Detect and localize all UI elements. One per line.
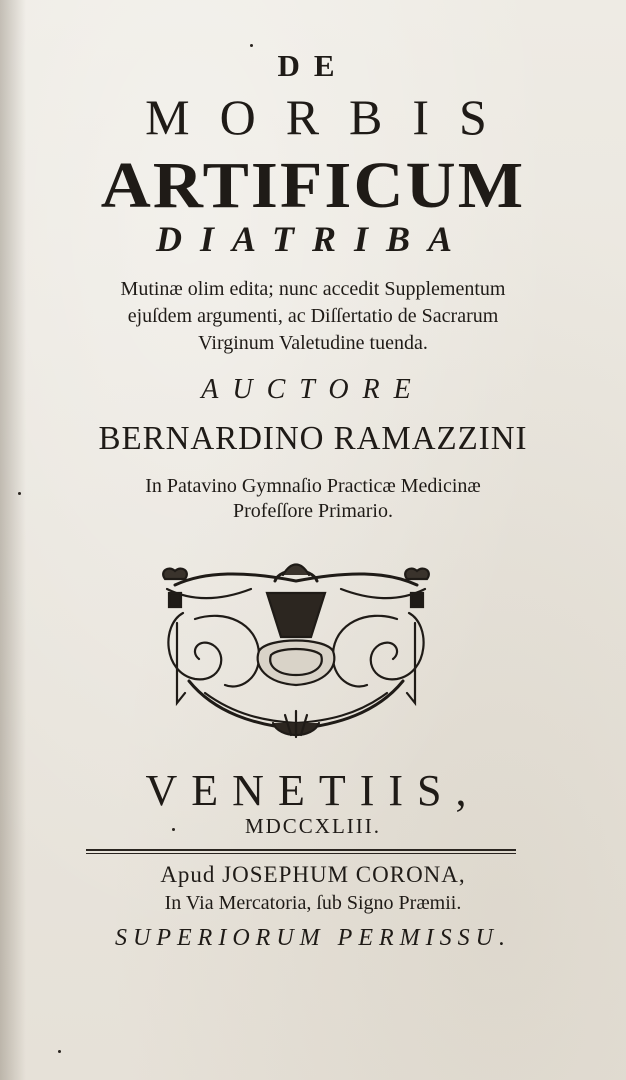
subtitle-line-3: Virginum Valetudine tuenda.: [198, 332, 428, 354]
printers-ornament-icon: [155, 563, 437, 741]
foxing-spot: [18, 492, 21, 495]
foxing-spot: [250, 44, 253, 47]
permission-statement: SUPERIORUM PERMISSU.: [115, 925, 511, 951]
auctore-label: AUCTORE: [201, 374, 425, 405]
subtitle-line-1: Mutinæ olim edita; nunc accedit Supplementum: [120, 278, 506, 300]
title-line-diatriba: DIATRIBA: [155, 219, 471, 259]
imprint-place: VENETIIS,: [145, 766, 481, 815]
subtitle-line-2: ejuſdem argumenti, ac Diſſertatio de Sacrarum: [127, 305, 499, 327]
author-name: BERNARDINO RAMAZZINI: [98, 420, 528, 457]
affiliation-line-2: Profeſſore Primario.: [233, 500, 393, 522]
imprint-rule-thin: [86, 853, 516, 854]
printer-name: Apud JOSEPHUM CORONA,: [160, 862, 466, 887]
imprint-year: MDCCXLIII.: [244, 814, 382, 838]
foxing-spot: [172, 828, 175, 831]
title-line-morbis: MORBIS: [145, 89, 517, 145]
foxing-spot: [58, 1050, 61, 1053]
title-line-artificum: ARTIFICUM: [100, 149, 526, 222]
affiliation-line-1: In Patavino Gymnaſio Practicæ Medicinæ: [145, 475, 481, 497]
printer-address: In Via Mercatoria, ſub Signo Præmii.: [164, 892, 462, 914]
title-line-de: DE: [277, 48, 349, 83]
imprint-rule-thick: [86, 849, 516, 851]
